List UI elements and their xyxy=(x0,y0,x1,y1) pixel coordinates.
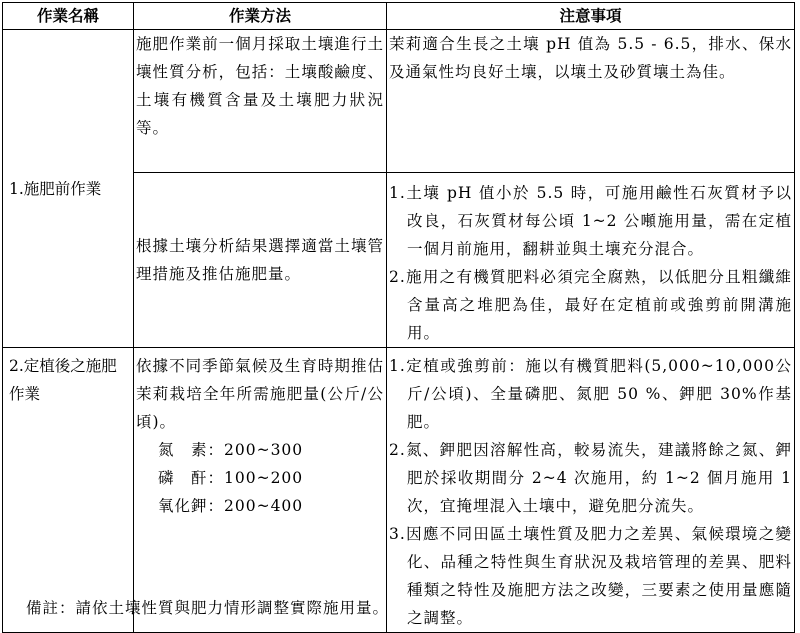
list-item: 3.因應不同田區土壤性質及肥力之差異、氣候環境之變化、品種之特性與生育狀況及栽培管理的差異、肥料種類之特性及施肥方法之改變，三要素之使用量應隨之調整。 xyxy=(389,525,792,627)
header-operation-method: 作業方法 xyxy=(134,3,387,30)
header-notes: 注意事項 xyxy=(387,3,795,30)
note-cell: 茉莉適合生長之土壤 pH 值為 5.5 - 6.5，排水、保水及通氣性均良好土壤，以壤土及砂質壤土為佳。 xyxy=(387,30,795,173)
operation-name-cell: 2.定植後之施肥作業 xyxy=(3,348,134,633)
potash-rate: 氧化鉀：200~400 xyxy=(158,497,304,515)
footnote: 備註：請依土壤性質與肥力情形調整實際施用量。 xyxy=(26,599,390,617)
table-row xyxy=(3,30,795,173)
method-cell xyxy=(134,348,387,633)
list-item: 2.氮、鉀肥因溶解性高，較易流失，建議將餘之氮、鉀肥於採收期間分 2~4 次施用，約 1~2 個月施用 1 次，宜掩埋混入土壤中，避免肥分流失。 xyxy=(389,441,792,515)
nitrogen-rate: 氮 素：200~300 xyxy=(158,441,304,459)
note-cell xyxy=(387,173,795,348)
list-item: 1.定植或強剪前：施以有機質肥料(5,000~10,000公斤/公頃)、全量磷肥、氮肥 50 %、鉀肥 30%作基肥。 xyxy=(389,357,792,431)
list-item: 2.施用之有機質肥料必須完全腐熟，以低肥分且粗纖維含量高之堆肥為佳，最好在定植前或強剪前開溝施用。 xyxy=(389,268,792,342)
list-item: 1.土壤 pH 值小於 5.5 時，可施用鹼性石灰質材予以改良，石灰質材每公頃 1~2 公噸施用量，需在定植一個月前施用，翻耕並與土壤充分混合。 xyxy=(389,184,792,258)
table-header-row xyxy=(3,3,795,30)
operation-name-cell: 1.施肥前作業 xyxy=(3,30,134,348)
fertilization-table xyxy=(2,2,795,633)
table-row xyxy=(3,348,795,633)
phosphate-rate: 磷 酐：100~200 xyxy=(158,469,304,487)
method-cell: 施肥作業前一個月採取土壤進行土壤性質分析，包括：土壤酸鹼度、土壤有機質含量及土壤肥力狀況等。 xyxy=(134,30,387,173)
method-cell: 根據土壤分析結果選擇適當土壤管理措施及推估施肥量。 xyxy=(134,173,387,348)
note-cell xyxy=(387,348,795,633)
method-text: 依據不同季節氣候及生育時期推估茉莉栽培全年所需施肥量(公斤/公頃)。 xyxy=(136,357,384,431)
header-operation-name: 作業名稱 xyxy=(3,3,134,30)
